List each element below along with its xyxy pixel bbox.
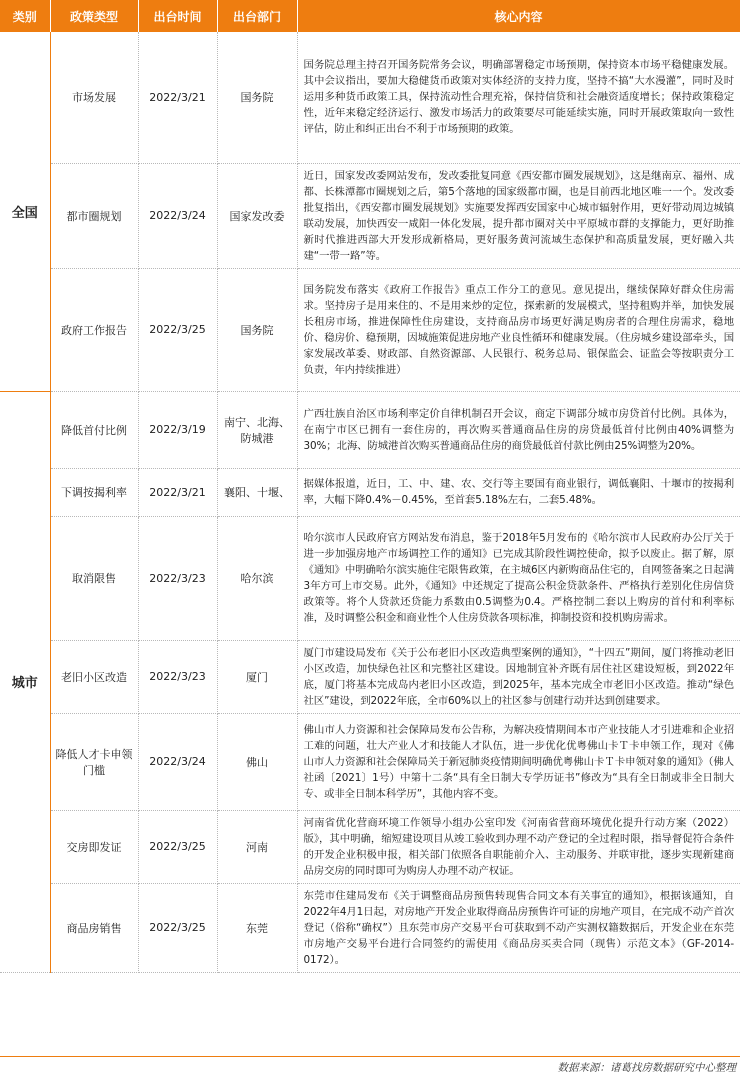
policy-type-cell: 市场发展 [50,32,138,163]
issue-date-cell: 2022/3/19 [138,391,217,468]
core-content-cell: 近日，国家发改委网站发布，发改委批复同意《西安都市圈发展规划》，这是继南京、福州、成都、长株潭都市圈规划之后，第5个落地的国家级都市圈，也是目前西北地区唯一一个。发改委批复指出，《西安都市圈发展规划》实施要发挥西安国家中心城市辐射作用，更好带动周边城镇联动发展，加快西安一咸阳一体化发展，提升都市圈对关中平原城市群的支撑能力，更好助推新时代推进西部大开发形成新格局，更好服务黄河流域生态保护和高质量发展，更好融入共建“一带一路”等。 [297,163,740,268]
data-source-note: 数据来源：诸葛找房数据研究中心整理 [557,1062,736,1074]
header-issuing-dept: 出台部门 [217,0,297,32]
core-content-cell: 哈尔滨市人民政府官方网站发布消息，鉴于2018年5月发布的《哈尔滨市人民政府办公厅关于进一步加强房地产市场调控工作的通知》已完成其阶段性调控使命，拟予以废止。据了解，原《通知》中明确哈尔滨实施住宅限售政策，在主城6区内新购商品住宅的，自网签备案之日起满3年方可上市交易。此外，《通知》中还规定了提高公积金贷款条件、严格执行差别化住房信贷政策等。将个人贷款还贷能力系数由0.5调整为0.4。严格控制二套以上购房的首付和利率标准，及时调整公积金和商业性个人住房贷款各项标准，抑制投资和投机购房需求。 [297,516,740,640]
policy-type-cell: 降低首付比例 [50,391,138,468]
policy-type-cell: 交房即发证 [50,810,138,883]
table-row [0,883,740,972]
issuing-dept-cell: 东莞 [217,883,297,972]
policy-type-cell: 降低人才卡申领门槛 [50,713,138,810]
table-row [0,516,740,640]
policy-type-cell: 商品房销售 [50,883,138,972]
table-row [0,391,740,468]
table-row [0,640,740,713]
table-row [0,810,740,883]
core-content-cell: 据媒体报道，近日，工、中、建、农、交行等主要国有商业银行，调低襄阳、十堰市的按揭利率，大幅下降0.4%－0.45%，至首套5.18%左右，二套5.48%。 [297,468,740,516]
policy-type-cell: 下调按揭利率 [50,468,138,516]
policy-type-cell: 老旧小区改造 [50,640,138,713]
table-header-row [0,0,740,32]
policy-type-cell: 政府工作报告 [50,268,138,391]
core-content-cell: 国务院发布落实《政府工作报告》重点工作分工的意见。意见提出，继续保障好群众住房需求。坚持房子是用来住的、不是用来炒的定位，探索新的发展模式，坚持租购并举，加快发展长租房市场，推进保障性住房建设，支持商品房市场更好满足购房者的合理住房需求，稳地价、稳房价、稳预期，因城施策促进房地产业良性循环和健康发展。（住房城乡建设部牵头，国家发展改革委、财政部、自然资源部、人民银行、税务总局、银保监会、证监会等按职责分工负责，年内持续推进） [297,268,740,391]
table-body [0,32,740,972]
issue-date-cell: 2022/3/25 [138,268,217,391]
table-row [0,32,740,163]
issuing-dept-cell: 佛山 [217,713,297,810]
core-content-cell: 国务院总理主持召开国务院常务会议，明确部署稳定市场预期，保持资本市场平稳健康发展。其中会议指出，要加大稳健货币政策对实体经济的支持力度，坚持不搞“大水漫灌”，同时及时运用多种货币政策工具，保持流动性合理充裕，保持信贷和社会融资适度增长；保持政策稳定性，近年来稳定经济运行、激发市场活力的政策要尽可能延续实施，同时开展政策取向一致性评估，防止和纠正出台不利于市场预期的政策。 [297,32,740,163]
issuing-dept-cell: 哈尔滨 [217,516,297,640]
issue-date-cell: 2022/3/23 [138,516,217,640]
issue-date-cell: 2022/3/24 [138,713,217,810]
issuing-dept-cell: 国务院 [217,32,297,163]
header-issue-date: 出台时间 [138,0,217,32]
issuing-dept-cell: 襄阳、十堰、 [217,468,297,516]
core-content-cell: 佛山市人力资源和社会保障局发布公告称，为解决疫情期间本市产业技能人才引进难和企业招工难的问题，壮大产业人才和技能人才队伍，进一步优化优粤佛山卡Ｔ卡申领工作，现对《佛山市人力资源和社会保障局关于新冠肺炎疫情期间明确优粤佛山卡Ｔ卡申领对象的通知》（佛人社函〔2021〕1号）中第十二条“具有全日制大专学历证书”修改为“具有全日制或非全日制大专、或非全日制本科学历”，其他内容不变。 [297,713,740,810]
issuing-dept-cell: 国家发改委 [217,163,297,268]
issue-date-cell: 2022/3/25 [138,810,217,883]
issue-date-cell: 2022/3/24 [138,163,217,268]
issuing-dept-cell: 河南 [217,810,297,883]
category-cell: 城市 [0,391,50,972]
footer-divider [0,1056,740,1057]
table-row [0,713,740,810]
category-cell: 全国 [0,32,50,391]
issuing-dept-cell: 国务院 [217,268,297,391]
header-category: 类别 [0,0,50,32]
table-row [0,468,740,516]
header-core-content: 核心内容 [297,0,740,32]
table-row [0,163,740,268]
issue-date-cell: 2022/3/25 [138,883,217,972]
core-content-cell: 河南省优化营商环境工作领导小组办公室印发《河南省营商环境优化提升行动方案（2022）版》，其中明确，缩短建设项目从竣工验收到办理不动产登记的全过程时限，指导督促符合条件的开发企业积极申报，相关部门依照各自职能前介入、主动服务、并联审批，逐步实现新建商品房交房的同时即可为购房人办理不动产权证。 [297,810,740,883]
core-content-cell: 厦门市建设局发布《关于公布老旧小区改造典型案例的通知》，“十四五”期间，厦门将推动老旧小区改造，加快绿色社区和完整社区建设。因地制宜补齐既有居住社区建设短板，到2022年底，厦门将基本完成岛内老旧小区改造，到2025年，基本完成全市老旧小区改造。推动“绿色社区”建设，到2022年底，全市60%以上的社区参与创建行动并达到创建要求。 [297,640,740,713]
core-content-cell: 东莞市住建局发布《关于调整商品房预售转现售合同文本有关事宜的通知》，根据该通知，自2022年4月1日起，对房地产开发企业取得商品房预售许可证的房地产项目，在完成不动产首次登记（俗称“确权”）且东莞市房产交易平台可获取到不动产实测权籍数据后，开发企业在东莞市房地产交易平台进行合同签约的需使用《商品房买卖合同（现售）示范文本》（GF-2014-0172）。 [297,883,740,972]
issue-date-cell: 2022/3/21 [138,468,217,516]
table-row [0,268,740,391]
issue-date-cell: 2022/3/23 [138,640,217,713]
policy-type-cell: 取消限售 [50,516,138,640]
issue-date-cell: 2022/3/21 [138,32,217,163]
issuing-dept-cell: 南宁、北海、防城港 [217,391,297,468]
header-policy-type: 政策类型 [50,0,138,32]
issuing-dept-cell: 厦门 [217,640,297,713]
core-content-cell: 广西壮族自治区市场利率定价自律机制召开会议，商定下调部分城市房贷首付比例。具体为，在南宁市区已拥有一套住房的，再次购买普通商品住房的房贷最低首付比例由40%调整为30%；北海、防城港首次购买普通商品住房的商贷最低首付款比例由25%调整为20%。 [297,391,740,468]
policy-type-cell: 都市圈规划 [50,163,138,268]
